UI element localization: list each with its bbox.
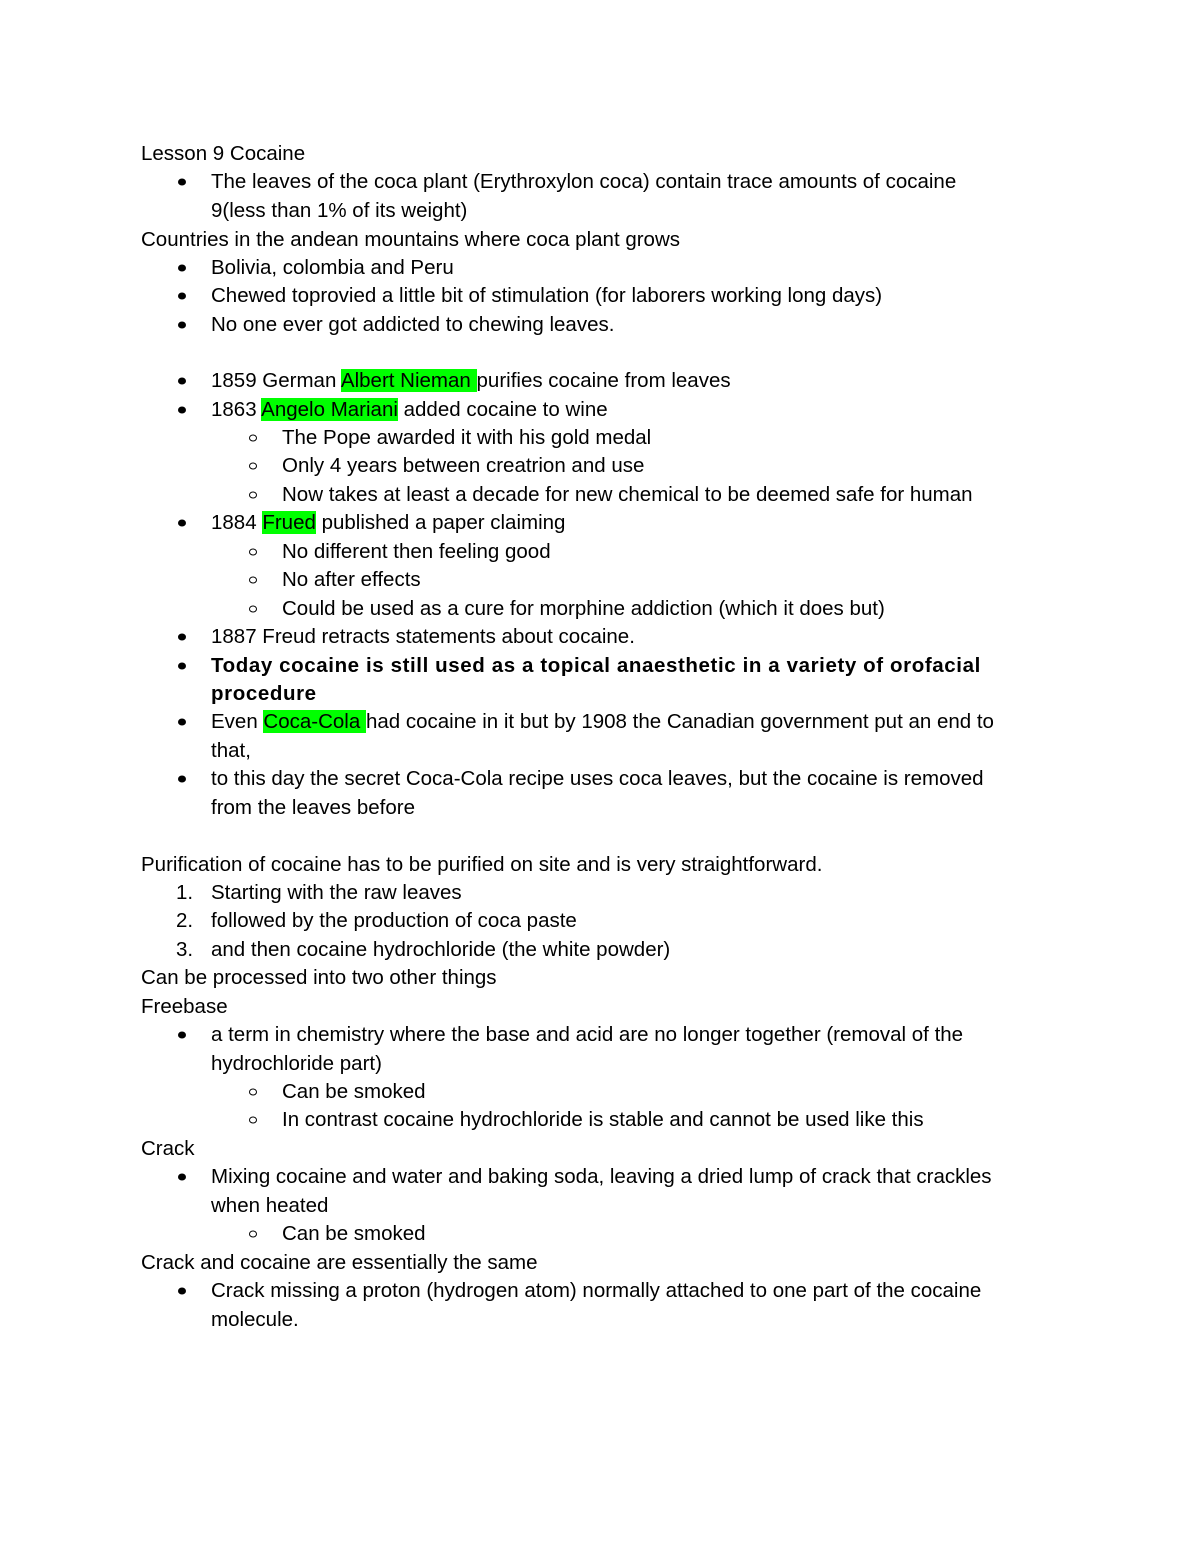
text-fragment: 1884	[211, 511, 263, 534]
bullet-icon	[178, 776, 186, 783]
hollow-bullet-icon	[249, 463, 257, 470]
text-fragment: added cocaine to wine	[397, 398, 608, 421]
list-item-text: hydrochloride part)	[211, 1052, 382, 1075]
sub-list-item-text: Now takes at least a decade for new chemical to be deemed safe for human	[282, 483, 973, 506]
bullet-icon	[178, 520, 186, 527]
text-fragment: purifies cocaine from leaves	[476, 369, 731, 392]
list-item-text: that,	[211, 739, 251, 762]
highlighted-name: Albert Nieman	[340, 369, 477, 392]
text-fragment: Even	[211, 710, 264, 733]
bullet-icon	[178, 663, 186, 670]
numbered-item-text: followed by the production of coca paste	[211, 909, 577, 932]
hollow-bullet-icon	[249, 577, 257, 584]
sub-list-item-text: The Pope awarded it with his gold medal	[282, 426, 652, 449]
bullet-icon	[178, 634, 186, 641]
bullet-icon	[178, 265, 186, 272]
list-item-text-bold: procedure	[211, 682, 317, 705]
text-fragment: 1859 German	[211, 369, 341, 392]
list-item-text: when heated	[211, 1194, 329, 1217]
list-item-text	[211, 509, 565, 537]
list-item-text: Chewed toprovied a little bit of stimulation (for laborers working long days)	[211, 284, 883, 307]
list-item-text: Crack missing a proton (hydrogen atom) normally attached to one part of the cocaine	[211, 1279, 982, 1302]
list-item-text-bold: Today cocaine is still used as a topical anaesthetic in a variety of orofacial	[211, 654, 981, 677]
hollow-bullet-icon	[249, 492, 257, 499]
list-item-text: a term in chemistry where the base and acid are no longer together (removal of the	[211, 1023, 964, 1046]
hollow-bullet-icon	[249, 1231, 257, 1238]
sub-list-item-text: Can be smoked	[282, 1080, 426, 1103]
bullet-icon	[178, 322, 186, 329]
section-heading: Can be processed into two other things	[141, 966, 497, 989]
highlighted-name: Coca-Cola	[263, 710, 366, 733]
item-number: 2.	[176, 909, 194, 932]
text-fragment: had cocaine in it but by 1908 the Canadian government put an end to	[365, 710, 994, 733]
item-number: 1.	[176, 881, 194, 904]
hollow-bullet-icon	[249, 1117, 257, 1124]
section-heading: Crack and cocaine are essentially the same	[141, 1251, 538, 1274]
bullet-icon	[178, 179, 186, 186]
highlighted-name: Frued	[262, 511, 316, 534]
section-heading: Purification of cocaine has to be purified on site and is very straightforward.	[141, 853, 823, 876]
sub-list-item-text: Could be used as a cure for morphine addiction (which it does but)	[282, 597, 885, 620]
list-item-text	[211, 708, 994, 736]
doc-title: Lesson 9 Cocaine	[141, 142, 306, 165]
highlighted-name: Angelo Mariani	[261, 398, 398, 421]
list-item-text: No one ever got addicted to chewing leaves.	[211, 313, 615, 336]
numbered-item-text: and then cocaine hydrochloride (the white powder)	[211, 938, 671, 961]
list-item-text: molecule.	[211, 1308, 299, 1331]
list-item-text: 9(less than 1% of its weight)	[211, 199, 468, 222]
hollow-bullet-icon	[249, 435, 257, 442]
text-fragment: 1863	[211, 398, 262, 421]
list-item-text: The leaves of the coca plant (Erythroxylon coca) contain trace amounts of cocaine	[211, 170, 957, 193]
hollow-bullet-icon	[249, 549, 257, 556]
section-heading: Countries in the andean mountains where coca plant grows	[141, 228, 681, 251]
hollow-bullet-icon	[249, 1089, 257, 1096]
bullet-icon	[178, 293, 186, 300]
sub-list-item-text: Can be smoked	[282, 1222, 426, 1245]
list-item-text: Bolivia, colombia and Peru	[211, 256, 454, 279]
sub-list-item-text: No different then feeling good	[282, 540, 551, 563]
numbered-item-text: Starting with the raw leaves	[211, 881, 462, 904]
list-item-text	[211, 367, 731, 395]
list-item-text	[211, 396, 608, 424]
item-number: 3.	[176, 938, 194, 961]
bullet-icon	[178, 1174, 186, 1181]
sub-list-item-text: In contrast cocaine hydrochloride is stable and cannot be used like this	[282, 1108, 924, 1131]
sub-list-item-text: Only 4 years between creatrion and use	[282, 454, 645, 477]
list-item-text: to this day the secret Coca-Cola recipe uses coca leaves, but the cocaine is removed	[211, 767, 984, 790]
section-heading: Crack	[141, 1137, 195, 1160]
bullet-icon	[178, 1288, 186, 1295]
hollow-bullet-icon	[249, 606, 257, 613]
list-item-text: 1887 Freud retracts statements about cocaine.	[211, 625, 635, 648]
section-heading: Freebase	[141, 995, 228, 1018]
list-item-text: from the leaves before	[211, 796, 415, 819]
list-item-text: Mixing cocaine and water and baking soda, leaving a dried lump of crack that crackles	[211, 1165, 992, 1188]
bullet-icon	[178, 719, 186, 726]
sub-list-item-text: No after effects	[282, 568, 421, 591]
text-fragment: published a paper claiming	[315, 511, 566, 534]
bullet-icon	[178, 378, 186, 385]
bullet-icon	[178, 407, 186, 414]
bullet-icon	[178, 1032, 186, 1039]
